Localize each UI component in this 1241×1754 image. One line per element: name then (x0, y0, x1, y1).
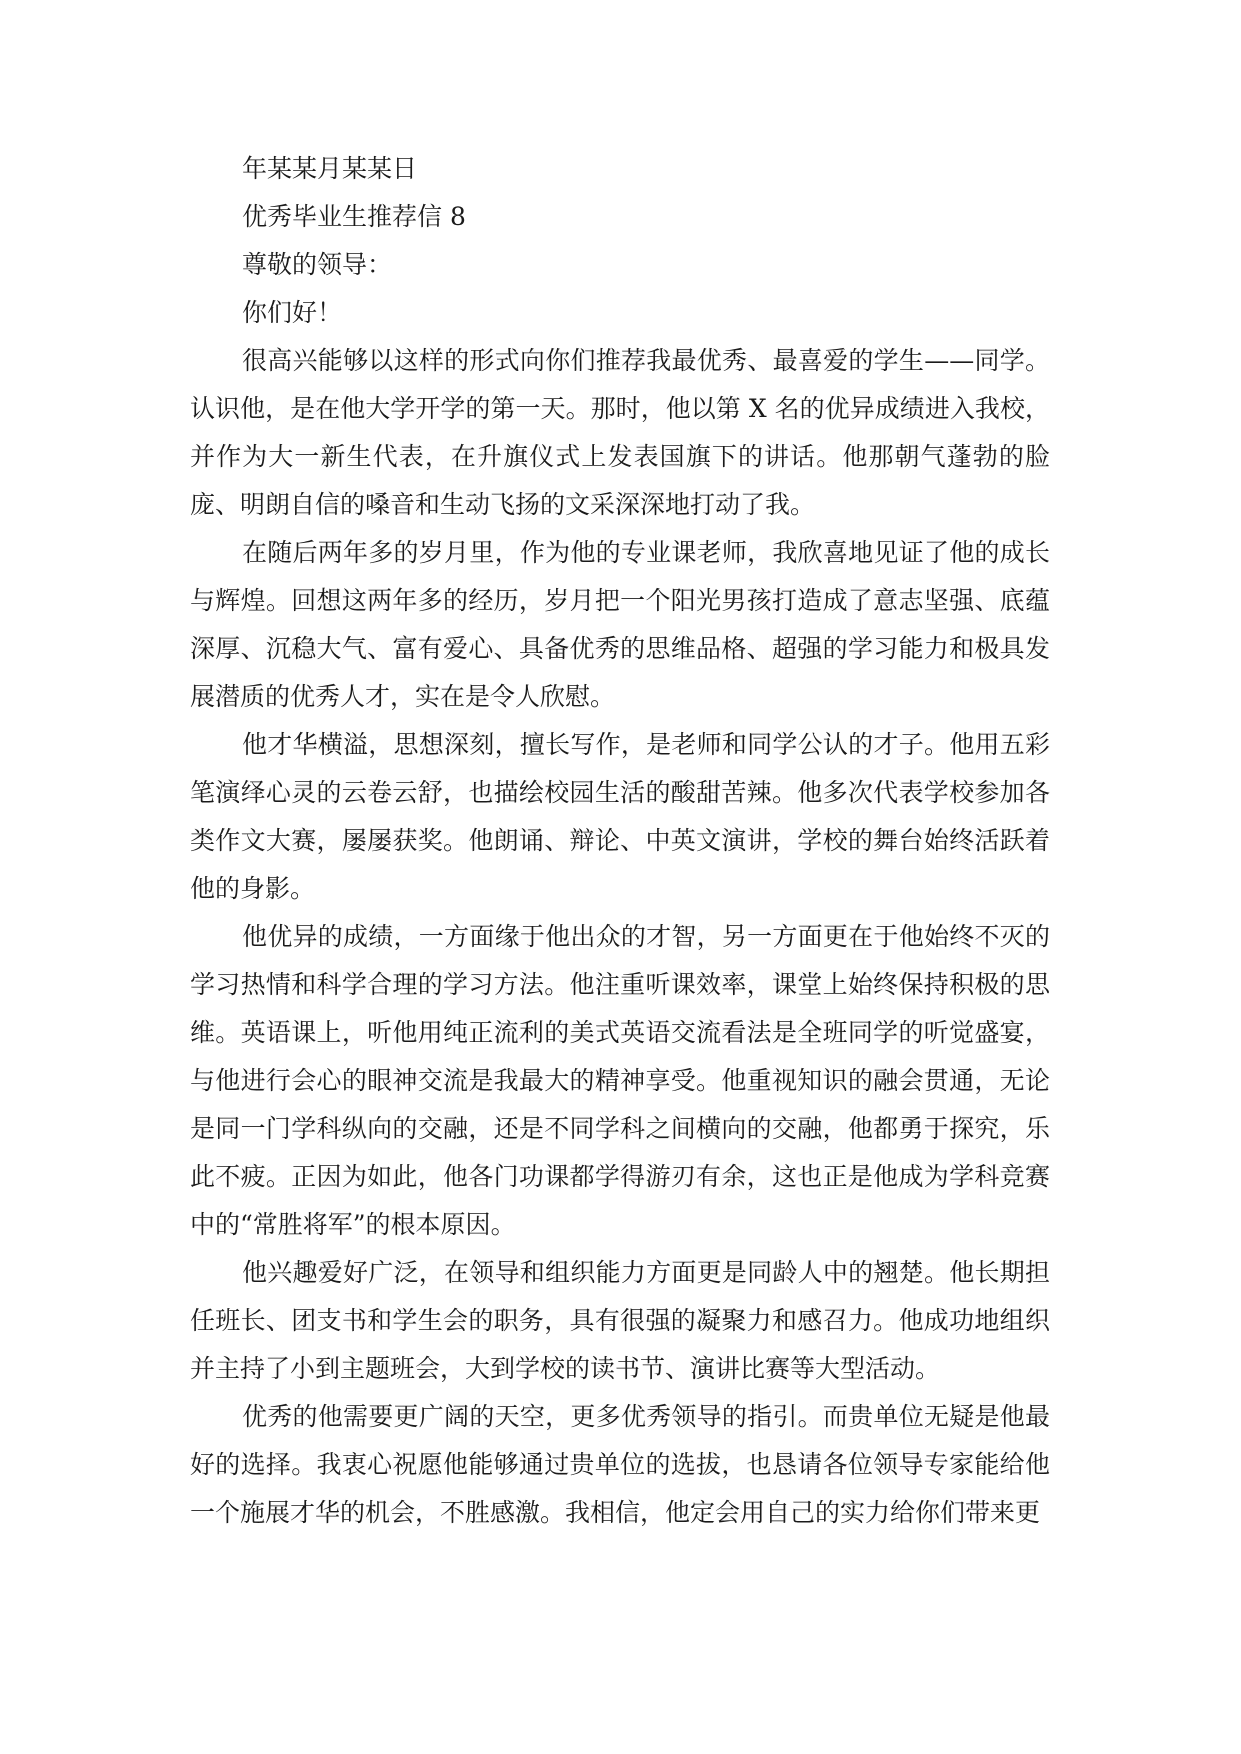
letter-heading: 优秀毕业生推荐信 8 (242, 202, 466, 231)
paragraph-talent: 他才华横溢，思想深刻，擅长写作，是老师和同学公认的才子。他用五彩笔演绎心灵的云卷云舒，也描绘校园生活的酸甜苦辣。他多次代表学校参加各类作文大赛，屡屡获奖。他朗诵、辩论、中英文演讲，学校的舞台始终活跃着他的身影。 (190, 730, 1050, 903)
greeting: 你们好！ (242, 298, 343, 327)
letter-page (190, 145, 1050, 1537)
salutation: 尊敬的领导： (242, 250, 393, 279)
paragraph-recommendation: 优秀的他需要更广阔的天空，更多优秀领导的指引。而贵单位无疑是他最好的选择。我衷心祝愿他能够通过贵单位的选拔，也恳请各位领导专家能给他一个施展才华的机会，不胜感激。我相信，他定会用自己的实力给你们带来更 (190, 1402, 1050, 1527)
paragraph-leadership: 他兴趣爱好广泛，在领导和组织能力方面更是同龄人中的翘楚。他长期担任班长、团支书和学生会的职务，具有很强的凝聚力和感召力。他成功地组织并主持了小到主题班会，大到学校的读书节、演讲比赛等大型活动。 (190, 1258, 1050, 1383)
paragraph-introduction: 很高兴能够以这样的形式向你们推荐我最优秀、最喜爱的学生——同学。认识他，是在他大学开学的第一天。那时，他以第 X 名的优异成绩进入我校，并作为大一新生代表，在升旗仪式上发表国旗下的讲话。他那朝气蓬勃的脸庞、明朗自信的嗓音和生动飞扬的文采深深地打动了我。 (190, 346, 1050, 519)
paragraph-growth: 在随后两年多的岁月里，作为他的专业课老师，我欣喜地见证了他的成长与辉煌。回想这两年多的经历，岁月把一个阳光男孩打造成了意志坚强、底蕴深厚、沉稳大气、富有爱心、具备优秀的思维品格、超强的学习能力和极具发展潜质的优秀人才，实在是令人欣慰。 (190, 538, 1050, 711)
paragraph-academics: 他优异的成绩，一方面缘于他出众的才智，另一方面更在于他始终不灭的学习热情和科学合理的学习方法。他注重听课效率，课堂上始终保持积极的思维。英语课上，听他用纯正流利的美式英语交流看法是全班同学的听觉盛宴，与他进行会心的眼神交流是我最大的精神享受。他重视知识的融会贯通，无论是同一门学科纵向的交融，还是不同学科之间横向的交融，他都勇于探究，乐此不疲。正因为如此，他各门功课都学得游刃有余，这也正是他成为学科竞赛中的“常胜将军”的根本原因。 (190, 922, 1050, 1239)
date-line: 年某某月某某日 (242, 154, 418, 183)
